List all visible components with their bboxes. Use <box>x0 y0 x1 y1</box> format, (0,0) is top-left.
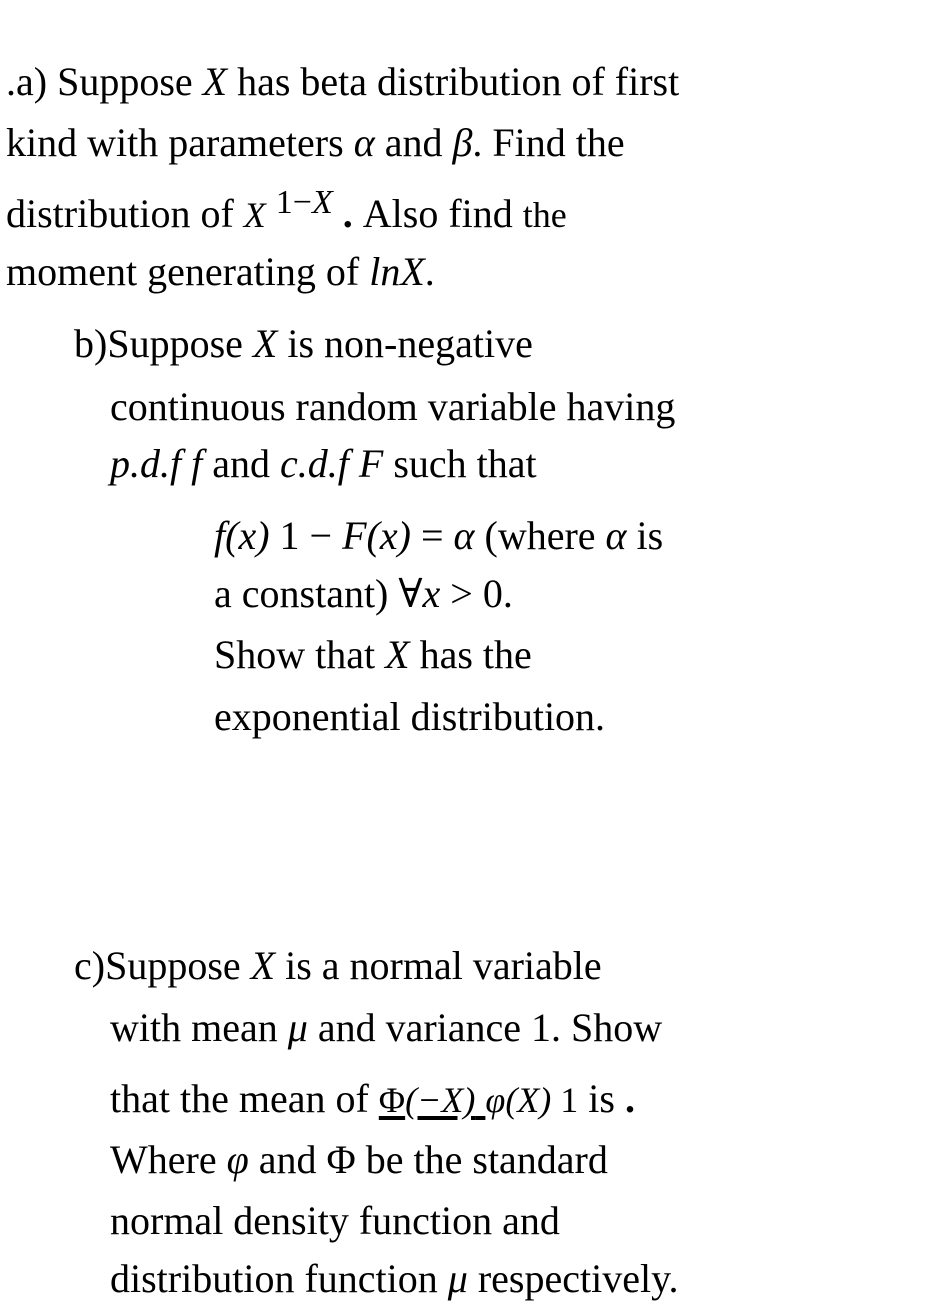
text: and <box>374 120 453 165</box>
text: kind with parameters <box>6 120 354 165</box>
math-var: α <box>353 120 375 165</box>
math-var: μ <box>447 1256 468 1301</box>
math-symbol: Φ <box>378 1080 406 1120</box>
math-expr: (X) <box>505 1080 552 1120</box>
part-a-line-3 <box>6 184 567 241</box>
text: with mean <box>110 1005 288 1050</box>
part-b-line-3 <box>110 440 537 488</box>
math-expr: lnX <box>369 249 425 294</box>
math-expr: (x) <box>225 513 270 558</box>
part-c-line-4 <box>110 1136 608 1184</box>
text: and <box>248 1137 327 1182</box>
math-var: f <box>214 513 226 558</box>
part-b-line-1 <box>74 320 533 368</box>
math-symbol: Φ <box>326 1137 356 1182</box>
math-var: α <box>605 513 627 558</box>
text: the <box>522 195 567 235</box>
math-var: μ <box>287 1005 308 1050</box>
text: Show that <box>214 632 386 677</box>
math-var: F <box>342 513 367 558</box>
text: . Find the <box>472 120 625 165</box>
text: > 0. <box>440 571 513 616</box>
part-c-line-2 <box>110 1004 662 1052</box>
part-a-line-4 <box>6 248 435 296</box>
part-b-equation-line-2 <box>214 570 513 618</box>
math-expr: (x) <box>366 513 411 558</box>
math-var: φ <box>226 1137 249 1182</box>
text: b)Suppose <box>74 321 253 366</box>
part-a-line-1 <box>6 58 679 106</box>
sup-text: 1− <box>275 184 312 221</box>
part-b-equation-line-1 <box>214 512 663 560</box>
part-c-line-1 <box>74 942 602 990</box>
text: 1 <box>551 1080 579 1120</box>
text: Where <box>110 1137 227 1182</box>
text: = <box>410 513 454 558</box>
text: has beta distribution of first <box>227 59 680 104</box>
underlined-math <box>379 1076 486 1121</box>
text: is a normal variable <box>275 943 602 988</box>
text: c)Suppose <box>74 943 251 988</box>
text: distribution of <box>6 191 244 236</box>
text: . <box>614 1076 635 1121</box>
math-var: α <box>453 513 475 558</box>
text: such that <box>383 441 537 486</box>
text: be the standard <box>355 1137 608 1182</box>
sup-var: X <box>311 184 333 221</box>
part-c-line-6 <box>110 1255 679 1303</box>
text: distribution function <box>110 1256 448 1301</box>
superscript <box>276 184 333 221</box>
text: has the <box>409 632 532 677</box>
text: and <box>202 441 280 486</box>
text: normal density function and <box>110 1198 560 1243</box>
text: (where <box>474 513 606 558</box>
text: Also find <box>362 191 523 236</box>
text: and variance 1. Show <box>307 1005 663 1050</box>
text: is non-negative <box>277 321 533 366</box>
math-expr: c.d.f F <box>280 441 384 486</box>
text: a constant) ∀ <box>214 571 423 616</box>
text: exponential distribution. <box>214 694 606 739</box>
part-b-line-2 <box>110 383 675 431</box>
text: is <box>578 1076 615 1121</box>
math-expr: p.d.f f <box>110 441 203 486</box>
text: .a) Suppose <box>6 59 203 104</box>
math-var: X <box>385 632 410 677</box>
math-var: x <box>422 571 441 616</box>
text: respectively. <box>467 1256 679 1301</box>
text: 1 − <box>269 513 343 558</box>
text: is <box>626 513 664 558</box>
text: . <box>332 191 363 236</box>
math-var: β <box>452 120 473 165</box>
text: . <box>424 249 435 294</box>
part-c-line-5 <box>110 1197 560 1245</box>
math-expr: (−X) <box>405 1080 476 1120</box>
part-b-show-line-2 <box>214 693 605 741</box>
text: continuous random variable having <box>110 384 676 429</box>
math-var: X <box>252 321 278 366</box>
math-var: X <box>202 59 228 104</box>
math-var: φ <box>485 1080 506 1120</box>
part-b-show-line-1 <box>214 631 532 679</box>
math-var: X <box>250 943 276 988</box>
math-var: X <box>243 195 266 235</box>
text: that the mean of <box>110 1076 379 1121</box>
part-c-line-3 <box>110 1075 635 1124</box>
text: moment generating of <box>6 249 370 294</box>
part-a-line-2 <box>6 119 625 167</box>
